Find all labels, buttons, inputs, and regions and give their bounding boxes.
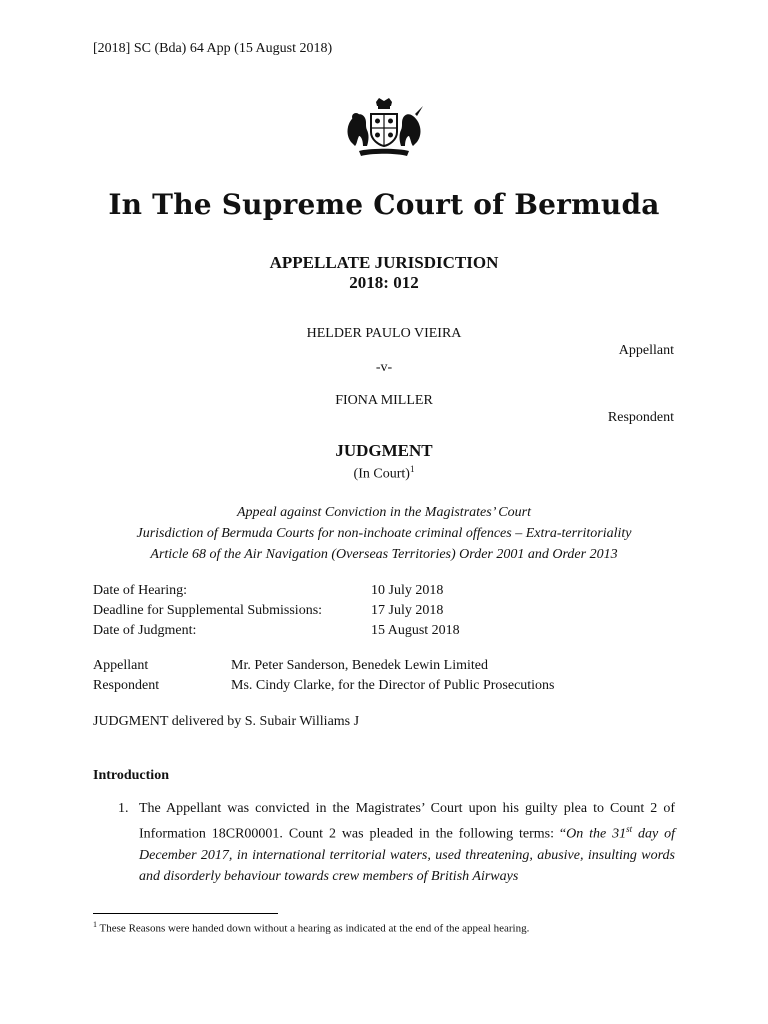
- counsel-table: [93, 656, 555, 696]
- introduction-heading: Introduction: [93, 768, 169, 783]
- footnote: [93, 920, 529, 935]
- counsel-name: Ms. Cindy Clarke, for the Director of Public Prosecutions: [231, 678, 555, 693]
- paragraph-plain: The Appellant was convicted in the Magistrates’ Court upon his guilty plea to Count 2 of Information 18CR00001. Count 2 was pleaded in the following terms: “: [139, 801, 675, 842]
- paragraph-quote-a: On the 31: [566, 826, 627, 842]
- paragraph-quote-b: day of December 2017, in international territorial waters, used threatening, abusive, insulting words and disorderly behaviour towards crew members of British Airways: [139, 826, 676, 884]
- royal-coat-of-arms-icon: [329, 96, 439, 158]
- paragraph-text: [139, 798, 675, 887]
- paragraph-number: 1.: [118, 801, 129, 816]
- versus-label: -v-: [375, 360, 393, 375]
- jurisdiction-heading: [0, 253, 768, 293]
- footnote-number: 1: [93, 920, 97, 929]
- date-label: Date of Hearing:: [93, 583, 188, 598]
- date-label: Date of Judgment:: [93, 623, 197, 638]
- date-row: [93, 601, 460, 621]
- date-row: [93, 621, 460, 641]
- date-row: [93, 581, 460, 601]
- counsel-party: Respondent: [93, 678, 160, 693]
- counsel-party: Appellant: [93, 658, 149, 673]
- footnote-ref[interactable]: 1: [409, 464, 415, 474]
- date-value: 15 August 2018: [371, 623, 460, 638]
- counsel-row: [93, 656, 555, 676]
- footnote-text: These Reasons were handed down without a hearing as indicated at the end of the appeal hearing.: [97, 922, 530, 935]
- delivered-by: JUDGMENT delivered by S. Subair Williams J: [93, 714, 360, 729]
- jurisdiction-label: APPELLATE JURISDICTION: [269, 253, 499, 272]
- counsel-row: [93, 676, 555, 696]
- subject-summary: [0, 502, 768, 565]
- paragraph-sup: st: [626, 824, 633, 834]
- subject-line-3: Article 68 of the Air Navigation (Overseas Territories) Order 2001 and Order 2013: [150, 547, 618, 562]
- footnote-divider: [93, 913, 278, 914]
- in-court-label: [0, 464, 768, 483]
- subject-line-2: Jurisdiction of Bermuda Courts for non-inchoate criminal offences – Extra-territoriality: [136, 526, 632, 541]
- subject-line-1: Appeal against Conviction in the Magistrates’ Court: [237, 505, 531, 520]
- date-value: 10 July 2018: [371, 583, 444, 598]
- appellant-name: HELDER PAULO VIEIRA: [306, 326, 462, 341]
- court-title: In The Supreme Court of Bermuda: [108, 188, 660, 221]
- counsel-name: Mr. Peter Sanderson, Benedek Lewin Limited: [231, 658, 488, 673]
- case-citation: [2018] SC (Bda) 64 App (15 August 2018): [93, 41, 333, 56]
- in-court-text: (In Court): [353, 466, 410, 482]
- paragraph-1: [93, 798, 675, 887]
- case-number: 2018: 012: [349, 273, 419, 292]
- judgment-title: JUDGMENT: [335, 441, 433, 460]
- dates-table: [93, 581, 460, 641]
- date-value: 17 July 2018: [371, 603, 444, 618]
- date-label: Deadline for Supplemental Submissions:: [93, 603, 323, 618]
- respondent-role: Respondent: [607, 410, 674, 425]
- appellant-role: Appellant: [618, 343, 674, 358]
- respondent-name: FIONA MILLER: [335, 393, 433, 408]
